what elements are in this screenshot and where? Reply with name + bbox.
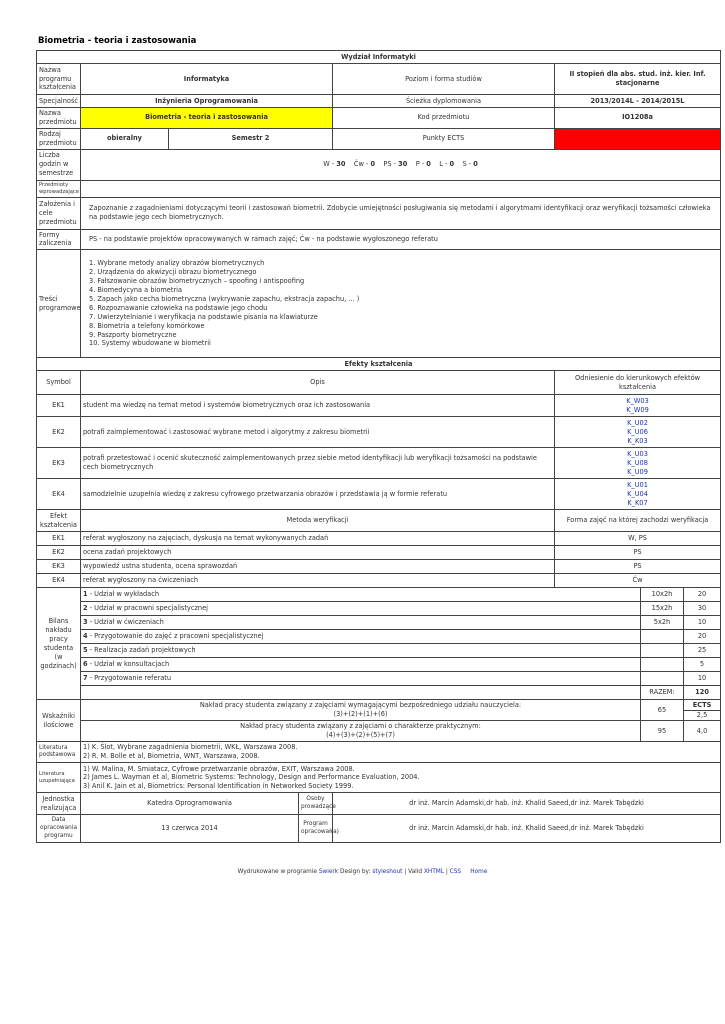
effect-ref: K_U03 K_U08 K_U09: [555, 448, 721, 479]
forms-label: Formy zaliczenia: [37, 229, 81, 250]
subject-label: Nazwa przedmiotu: [37, 108, 81, 129]
workload-value: 20: [684, 588, 721, 602]
forms-text: PS - na podstawie projektów opracowywanych w ramach zajęć; Ćw - na podstawie wygłoszonego referatu: [81, 229, 721, 250]
verification-row: [37, 532, 721, 546]
effect-desc: potrafi przetestować i ocenić skuteczność zaimplementowanych przez siebie metod identyfikacji lub weryfikacji tożsamości na podstawie cech biometrycznych: [81, 448, 555, 479]
verification-effect: EK3: [37, 560, 81, 574]
content-item: 7. Uwierzytelnianie i weryfikacja na podstawie pisania na klawiaturze: [89, 312, 318, 321]
verification-row: [37, 560, 721, 574]
content-item: 6. Rozpoznawanie człowieka na podstawie jego chodu: [89, 303, 268, 312]
verification-method: ocena zadań projektowych: [81, 546, 555, 560]
prereq-label: Przedmioty wprowadzające: [37, 180, 81, 197]
verification-row: [37, 574, 721, 588]
path-value: 2013/2014L - 2014/2015L: [555, 95, 721, 108]
goals-text: Zapoznanie z zagadnieniami dotyczącymi teorii i zastosowań biometrii. Zdobycie umiejętności posługiwania się metodami i algorytmami identyfikacji oraz weryfikacji tożsamości człowieka na podstawie jego cech biometrycznych.: [81, 197, 721, 229]
content-item: 4. Biomedycyna a biometria: [89, 286, 183, 295]
workload-row: 7 - Przygotowanie referatu 10: [37, 672, 721, 686]
effect-ref: K_U01 K_U04 K_K07: [555, 479, 721, 510]
workload-value: 30: [684, 602, 721, 616]
workload-value: 10: [684, 616, 721, 630]
verification-method: referat wygłoszony na zajęciach, dyskusja na temat wykonywanych zadań: [81, 532, 555, 546]
content-item: 3. Fałszowanie obrazów biometrycznych – spoofing i antispoofing: [89, 277, 305, 286]
home-link[interactable]: Home: [470, 869, 488, 875]
literature-extra: [81, 763, 721, 793]
specialty-label: Specjalność: [37, 95, 81, 108]
indicator-2-hours: 95: [641, 721, 684, 742]
effect-symbol: EK3: [37, 448, 81, 479]
hours-l: 0: [449, 160, 455, 169]
footer: Wydrukowane w programie Swierk Design by: styleshout | Valid XHTML | CSS Home: [237, 869, 488, 875]
styleshout-link[interactable]: styleshout: [372, 869, 403, 875]
content-item: 2. Urządzenia do akwizycji obrazu biometrycznego: [89, 268, 257, 277]
effect-desc: potrafi zaimplementować i zastosować wybrane metod i algorytmy z zakresu biometrii: [81, 417, 555, 448]
code-label: Kod przedmiotu: [333, 108, 555, 129]
faculty-header: Wydział Informatyki: [37, 51, 721, 64]
workload-hours: [641, 658, 684, 672]
unit-value: Katedra Oprogramowania: [81, 793, 299, 815]
literature-item: 2) R. M. Bolle et al, Biometria, WNT, Warszawa, 2008.: [83, 752, 260, 761]
goals-label: Założenia i cele przedmiotu: [37, 197, 81, 229]
effect-row: [37, 479, 721, 510]
effect-row: [37, 417, 721, 448]
workload-hours: 10x2h: [641, 588, 684, 602]
indicators-label: Wskaźniki ilościowe: [37, 700, 81, 742]
effects-col-ref: Odniesienie do kierunkowych efektów kształcenia: [555, 371, 721, 395]
literature-item: 1) K. Ślot, Wybrane zagadnienia biometrii, WKŁ, Warszawa 2008.: [83, 743, 298, 752]
workload-total-value: 120: [684, 686, 721, 700]
level-value: II stopień dla abs. stud. inż. kier. Inf. stacjonarne: [555, 64, 721, 95]
hours-p: 0: [426, 160, 431, 169]
workload-row: 5 - Realizacja zadań projektowych 25: [37, 644, 721, 658]
literature-item: 3) Anil K. Jain et al, Biometrics: Personal Identification in Networked Society 1999.: [83, 782, 354, 791]
verification-col-effect: Efekt kształcenia: [37, 510, 81, 532]
indicator-2-ects: 4,0: [684, 721, 721, 742]
workload-value: 25: [684, 644, 721, 658]
workload-row: 2 - Udział w pracowni specjalistycznej 15x2h 30: [37, 602, 721, 616]
effects-col-desc: Opis: [81, 371, 555, 395]
syllabus-table: [36, 50, 721, 843]
verification-form: PS: [555, 546, 721, 560]
level-label: Poziom i forma studiów: [333, 64, 555, 95]
ects-label: Punkty ECTS: [333, 128, 555, 149]
effect-ref: K_W03 K_W09: [555, 395, 721, 417]
xhtml-link[interactable]: XHTML: [423, 869, 444, 875]
effects-col-symbol: Symbol: [37, 371, 81, 395]
verification-effect: EK1: [37, 532, 81, 546]
effect-ref: K_U02 K_U06 K_K03: [555, 417, 721, 448]
prereq-value: [81, 180, 721, 197]
literature-item: 1) W. Malina, M. Smiatacz, Cyfrowe przetwarzanie obrazów, EXIT, Warszawa 2008.: [83, 764, 355, 773]
swierk-link[interactable]: Swierk: [318, 869, 339, 875]
content-item: 5. Zapach jako cecha biometryczna (wykrywanie zapachu, ekstracja zapachu, ... ): [89, 294, 360, 303]
workload-row: 4 - Przygotowanie do zajęć z pracowni specjalistycznej 20: [37, 630, 721, 644]
verification-form: Ćw: [555, 574, 721, 588]
path-label: Ścieżka dyplomowania: [333, 95, 555, 108]
workload-row: 3 - Udział w ćwiczeniach 5x2h 10: [37, 616, 721, 630]
literature-item: 2) James L. Wayman et al, Biometric Systems: Technology, Design and Performance Evaluation, 2004.: [83, 773, 420, 782]
content-list: [81, 250, 721, 358]
semester-value: Semestr 2: [169, 128, 333, 149]
program-value: Informatyka: [81, 64, 333, 95]
type-label: Rodzaj przedmiotu: [37, 128, 81, 149]
verification-col-method: Metoda weryfikacji: [81, 510, 555, 532]
authors-label: Program opracował(a): [299, 815, 333, 843]
content-item: 10. Systemy wbudowane w biometrii: [89, 339, 211, 348]
literature-basic: [81, 742, 721, 763]
indicator-1-hours: 65: [641, 700, 684, 721]
workload-value: 10: [684, 672, 721, 686]
persons-label: Osoby prowadzące: [299, 793, 333, 815]
verification-method: wypowiedź ustna studenta, ocena sprawozdań: [81, 560, 555, 574]
content-item: 8. Biometria a telefony komórkowe: [89, 321, 205, 330]
specialty-value: Inżynieria Oprogramowania: [81, 95, 333, 108]
workload-hours: [641, 630, 684, 644]
effect-desc: samodzielnie uzupełnia wiedzę z zakresu cyfrowego przetwarzania obrazów i przedstawia ją w formie referatu: [81, 479, 555, 510]
literature-basic-label: Literatura podstawowa: [37, 742, 81, 763]
workload-hours: 15x2h: [641, 602, 684, 616]
date-label: Data opracowania programu: [37, 815, 81, 843]
workload-total-label: RAZEM:: [641, 686, 684, 700]
verification-col-form: Forma zajęć na której zachodzi weryfikacja: [555, 510, 721, 532]
effects-header: Efekty kształcenia: [37, 358, 721, 371]
hours-ps: 30: [398, 160, 408, 169]
workload-hours: [641, 644, 684, 658]
program-label: Nazwa programu kształcenia: [37, 64, 81, 95]
effect-desc: student ma wiedzę na temat metod i systemów biometrycznych oraz ich zastosowania: [81, 395, 555, 417]
indicator-1-ects: ECTS 2,5: [684, 700, 721, 721]
page-title: Biometria - teoria i zastosowania: [38, 36, 197, 46]
verification-row: [37, 546, 721, 560]
authors-value: dr inż. Marcin Adamski,dr hab. inż. Khalid Saeed,dr inż. Marek Tabędzki: [333, 815, 721, 843]
workload-value: 5: [684, 658, 721, 672]
ects-value: 5: [555, 128, 721, 149]
content-item: 1. Wybrane metody analizy obrazów biometrycznych: [89, 259, 265, 268]
subject-value: Biometria - teoria i zastosowania: [81, 108, 333, 129]
unit-label: Jednostka realizująca: [37, 793, 81, 815]
verification-effect: EK4: [37, 574, 81, 588]
hours-label: Liczba godzin w semestrze: [37, 149, 81, 180]
hours-s: 0: [473, 160, 478, 169]
hours-w: 30: [336, 160, 346, 169]
effect-symbol: EK4: [37, 479, 81, 510]
indicator-2: Nakład pracy studenta związany z zajęciami o charakterze praktycznym: (4)+(3)+(2)+(5)+(7): [81, 721, 641, 742]
date-value: 13 czerwca 2014: [81, 815, 299, 843]
workload-label: Bilans nakładu pracy studenta (w godzinach): [37, 588, 81, 700]
persons-value: dr inż. Marcin Adamski,dr hab. inż. Khalid Saeed,dr inż. Marek Tabędzki: [333, 793, 721, 815]
verification-form: PS: [555, 560, 721, 574]
indicator-1: Nakład pracy studenta związany z zajęciami wymagającymi bezpośredniego udziału nauczyciela: (3)+(2)+(1)+(6): [81, 700, 641, 721]
verification-method: referat wygłoszony na ćwiczeniach: [81, 574, 555, 588]
effect-symbol: EK2: [37, 417, 81, 448]
workload-hours: 5x2h: [641, 616, 684, 630]
effect-row: [37, 395, 721, 417]
workload-row: Bilans nakładu pracy studenta (w godzinach) 1 - Udział w wykładach 10x2h 20: [37, 588, 721, 602]
css-link[interactable]: CSS: [449, 869, 462, 875]
content-label: Treści programowe: [37, 250, 81, 358]
verification-form: W, PS: [555, 532, 721, 546]
content-item: 9. Paszporty biometryczne: [89, 330, 177, 339]
code-value: IO1208a: [555, 108, 721, 129]
verification-effect: EK2: [37, 546, 81, 560]
effect-symbol: EK1: [37, 395, 81, 417]
hours-cw: 0: [370, 160, 376, 169]
workload-value: 20: [684, 630, 721, 644]
literature-extra-label: Literatura uzupełniająca: [37, 763, 81, 793]
type-value: obieralny: [81, 128, 169, 149]
effect-row: [37, 448, 721, 479]
workload-row: 6 - Udział w konsultacjach 5: [37, 658, 721, 672]
hours-row: W - 30 Ćw - 0 PS - 30 P - 0 L - 0 S - 0: [81, 149, 721, 180]
workload-hours: [641, 672, 684, 686]
